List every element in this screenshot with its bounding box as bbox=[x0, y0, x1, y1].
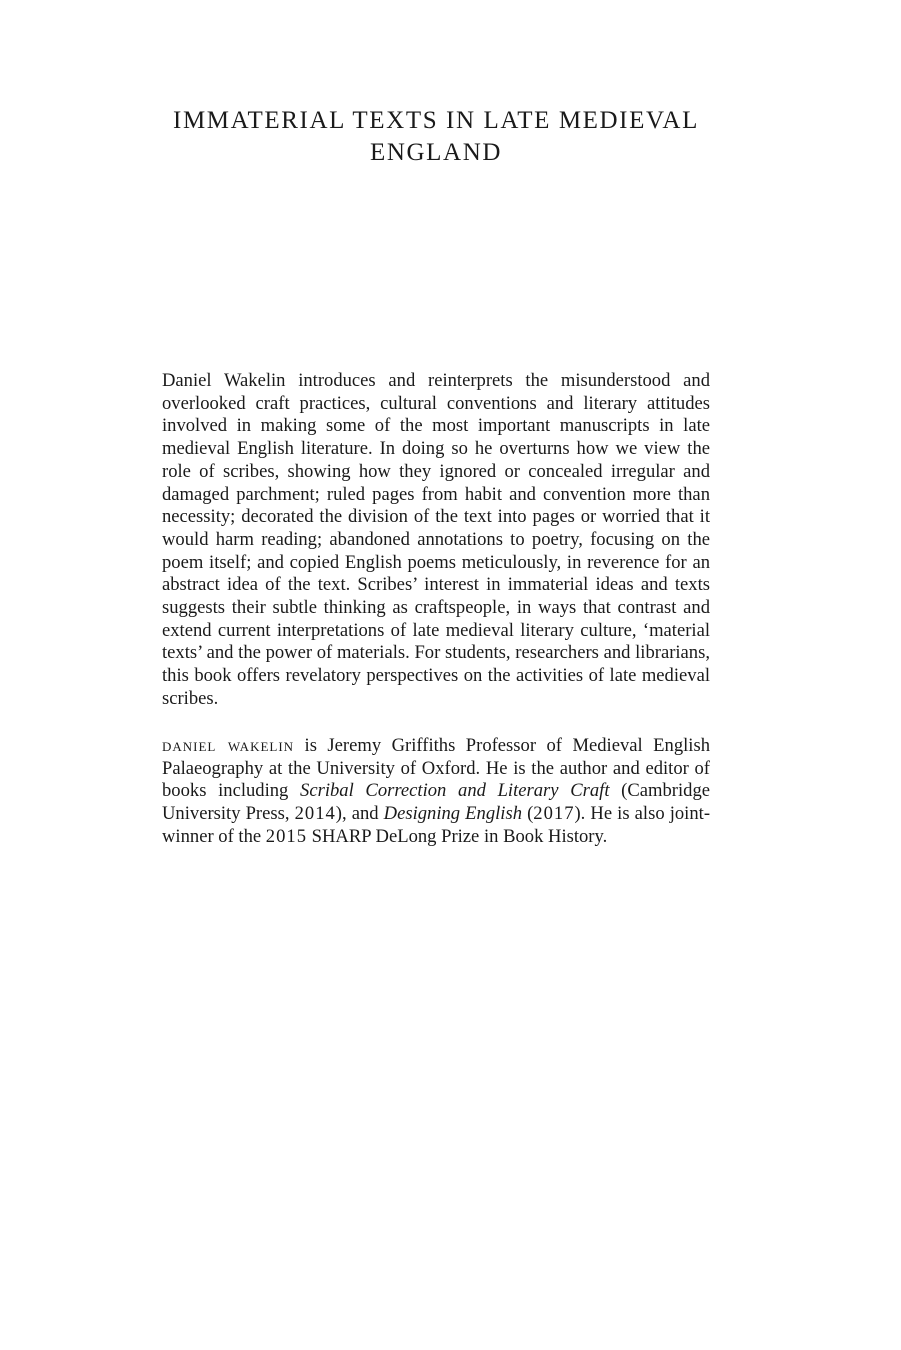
year-2017: 2017 bbox=[533, 803, 575, 825]
year-2014: 2014 bbox=[294, 803, 336, 825]
book-title-scribal-correction: Scribal Correction and Literary Craft bbox=[300, 780, 610, 802]
author-bio bbox=[162, 735, 710, 849]
bio-text-3: ), and bbox=[335, 803, 384, 825]
book-title-designing-english: Designing English bbox=[383, 803, 522, 825]
bio-text-1: is Jeremy Griffiths Professor of Medieval English Palaeography at the University of Oxford. He is the author and editor of books including bbox=[162, 735, 710, 802]
author-name: daniel wakelin bbox=[162, 735, 295, 756]
book-description: Daniel Wakelin introduces and reinterprets the misunderstood and overlooked craft practices, cultural conventions and literary attitudes involved in making some of the most important manuscripts in late medieval English literature. In doing so he overturns how we view the role of scribes, showing how they ignored or concealed irregular and damaged parchment; ruled pages from habit and convention more than necessity; decorated the division of the text into pages or worried that it would harm reading; abandoned annotations to poetry, focusing on the poem itself; and copied English poems meticulously, in reverence for an abstract idea of the text. Scribes’ interest in immaterial ideas and texts suggests their subtle thinking as craftspeople, in ways that contrast and extend current interpretations of late medieval literary culture, ‘material texts’ and the power of materials. For students, researchers and librarians, this book offers revelatory perspectives on the activities of late medieval scribes. bbox=[162, 370, 710, 709]
book-title-line-2: ENGLAND bbox=[369, 139, 502, 166]
book-title bbox=[162, 105, 710, 169]
bio-text-5: ). He is also joint-winner of the bbox=[162, 803, 711, 847]
book-title-line-1: IMMATERIAL TEXTS IN LATE MEDIEVAL bbox=[173, 107, 699, 134]
bio-text-4: ( bbox=[522, 803, 534, 825]
bio-text-6: SHARP DeLong Prize in Book History. bbox=[306, 825, 608, 847]
year-2015: 2015 bbox=[265, 825, 307, 847]
bio-text-2: (Cambridge University Press, bbox=[162, 780, 710, 825]
